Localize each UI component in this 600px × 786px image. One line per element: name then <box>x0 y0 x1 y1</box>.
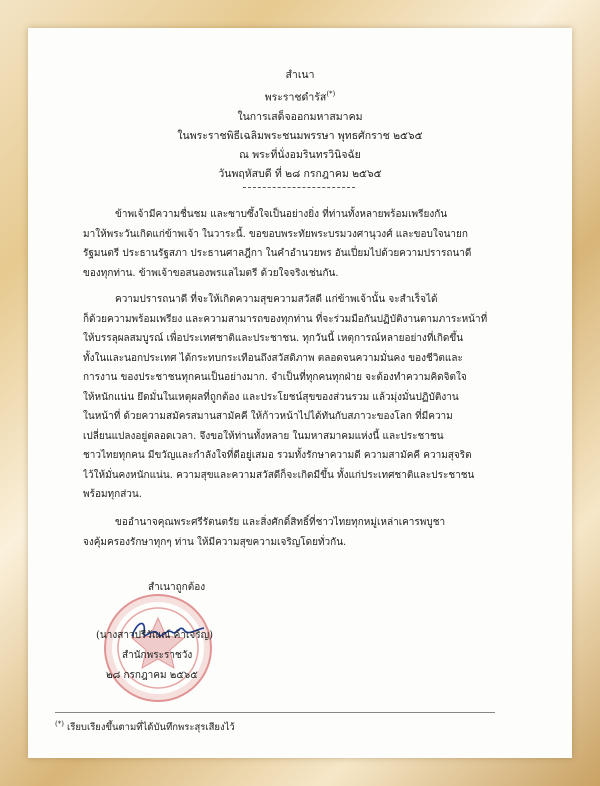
header-divider <box>243 187 355 188</box>
text-line: ไว้ให้มั่นคงหนักแน่น. ความสุขและความสวัสดีก็จะเกิดมีขึ้น ทั้งแก่ประเทศชาติและประชาชน <box>83 469 475 481</box>
footnote-marker: (*) <box>55 720 64 728</box>
text-line: ของทุกท่าน. ข้าพเจ้าขอสนองพรแลไมตรี ด้วยใจจริงเช่นกัน. <box>83 267 339 279</box>
text-line: ให้บรรลุผลสมบูรณ์ เพื่อประเทศชาติและประชาชน. ทุกวันนี้ เหตุการณ์หลายอย่างที่เกิดขึ้น <box>83 333 464 344</box>
speech-title: พระราชดำรัส(*) <box>264 90 336 104</box>
text-line: ให้หนักแน่น ยึดมั่นในเหตุผลที่ถูกต้อง และประโยชน์สุขของส่วนรวม แล้วมุ่งมั่นปฏิบัติงาน <box>83 391 459 403</box>
footnote-text: เรียบเรียงขึ้นตามที่ได้บันทึกพระสุรเสียงไว้ <box>67 722 235 734</box>
text-line: เปลี่ยนแปลงอยู่ตลอดเวลา. จึงขอให้ท่านทั้งหลาย ในมหาสมาคมแห่งนี้ และประชาชน <box>83 430 444 442</box>
paragraph-2 <box>83 290 521 505</box>
occasion-line: ในการเสด็จออกมหาสมาคม <box>237 110 363 123</box>
ceremony-line: ในพระราชพิธีเฉลิมพระชนมพรรษา พุทธศักราช ๒๕๖๕ <box>177 129 423 142</box>
text-line: ข้าพเจ้ามีความชื่นชม และซาบซึ้งใจเป็นอย่างยิ่ง ที่ท่านทั้งหลายพร้อมเพรียงกัน <box>115 209 448 220</box>
text-line: ก็ด้วยความพร้อมเพรียง และความสามารถของทุกท่าน ที่จะร่วมมือกันปฏิบัติงานตามภาระหน้าที่ <box>83 313 488 325</box>
date-line: วันพฤหัสบดี ที่ ๒๘ กรกฎาคม ๒๕๖๕ <box>218 167 382 180</box>
text-line: รัฐมนตรี ประธานรัฐสภา ประธานศาลฎีกา ในคำอำนวยพร อันเปี่ยมไปด้วยความปรารถนาดี <box>83 248 472 259</box>
footnote-rule <box>55 712 495 713</box>
text-line: ขออำนาจคุณพระศรีรัตนตรัย และสิ่งศักดิ์สิทธิ์ที่ชาวไทยทุกหมู่เหล่าเคารพบูชา <box>115 517 446 528</box>
signature-block <box>88 580 248 700</box>
text-line: พร้อมทุกส่วน. <box>83 489 142 500</box>
signatory-name: (นางสาวปรีวัณณ์ ค้าเจริญ) <box>96 630 214 641</box>
text-line: ความปรารถนาดี ที่จะให้เกิดความสุขความสวัสดี แก่ข้าพเจ้านั้น จะสำเร็จได้ <box>115 294 438 305</box>
text-line: การงาน ของประชาชนทุกคนเป็นอย่างมาก. จำเป็นที่ทุกคนทุกฝ่าย จะต้องทำความคิดจิตใจ <box>83 372 467 383</box>
paragraph-1 <box>83 205 521 283</box>
certified-copy-label: สำเนาถูกต้อง <box>148 582 206 593</box>
document-header <box>28 66 572 184</box>
text-line: จงคุ้มครองรักษาทุกๆ ท่าน ให้มีความสุขความเจริญโดยทั่วกัน. <box>83 536 347 548</box>
signatory-office: สำนักพระราชวัง <box>122 650 193 661</box>
footnote <box>55 720 235 735</box>
paragraph-3 <box>83 513 521 552</box>
copy-label: สำเนา <box>285 69 315 81</box>
text-line: ในหน้าที่ ด้วยความสมัครสมานสามัคคี ให้ก้าวหน้าไปได้ทันกับสภาวะของโลก ที่มีความ <box>83 411 453 422</box>
venue-line: ณ พระที่นั่งอมรินทรวินิจฉัย <box>239 148 361 161</box>
text-line: ทั้งในและนอกประเทศ ได้กระทบกระเทือนถึงสวัสดิภาพ ตลอดจนความมั่นคง ของชีวิตและ <box>83 352 463 364</box>
text-line: ชาวไทยทุกคน มีขวัญและกำลังใจที่ดีอยู่เสมอ รวมทั้งรักษาความดี ความสามัคคี ความสุจริต <box>83 450 472 461</box>
document-page <box>28 28 572 758</box>
text-line: มาให้พระวันเกิดแก่ข้าพเจ้า ในวาระนี้. ขอขอบพระทัยพระบรมวงศานุวงศ์ และขอบใจนายก <box>83 228 468 240</box>
signature-date: ๒๘ กรกฎาคม ๒๕๖๕ <box>106 670 198 681</box>
footnote-marker: (*) <box>326 90 336 98</box>
